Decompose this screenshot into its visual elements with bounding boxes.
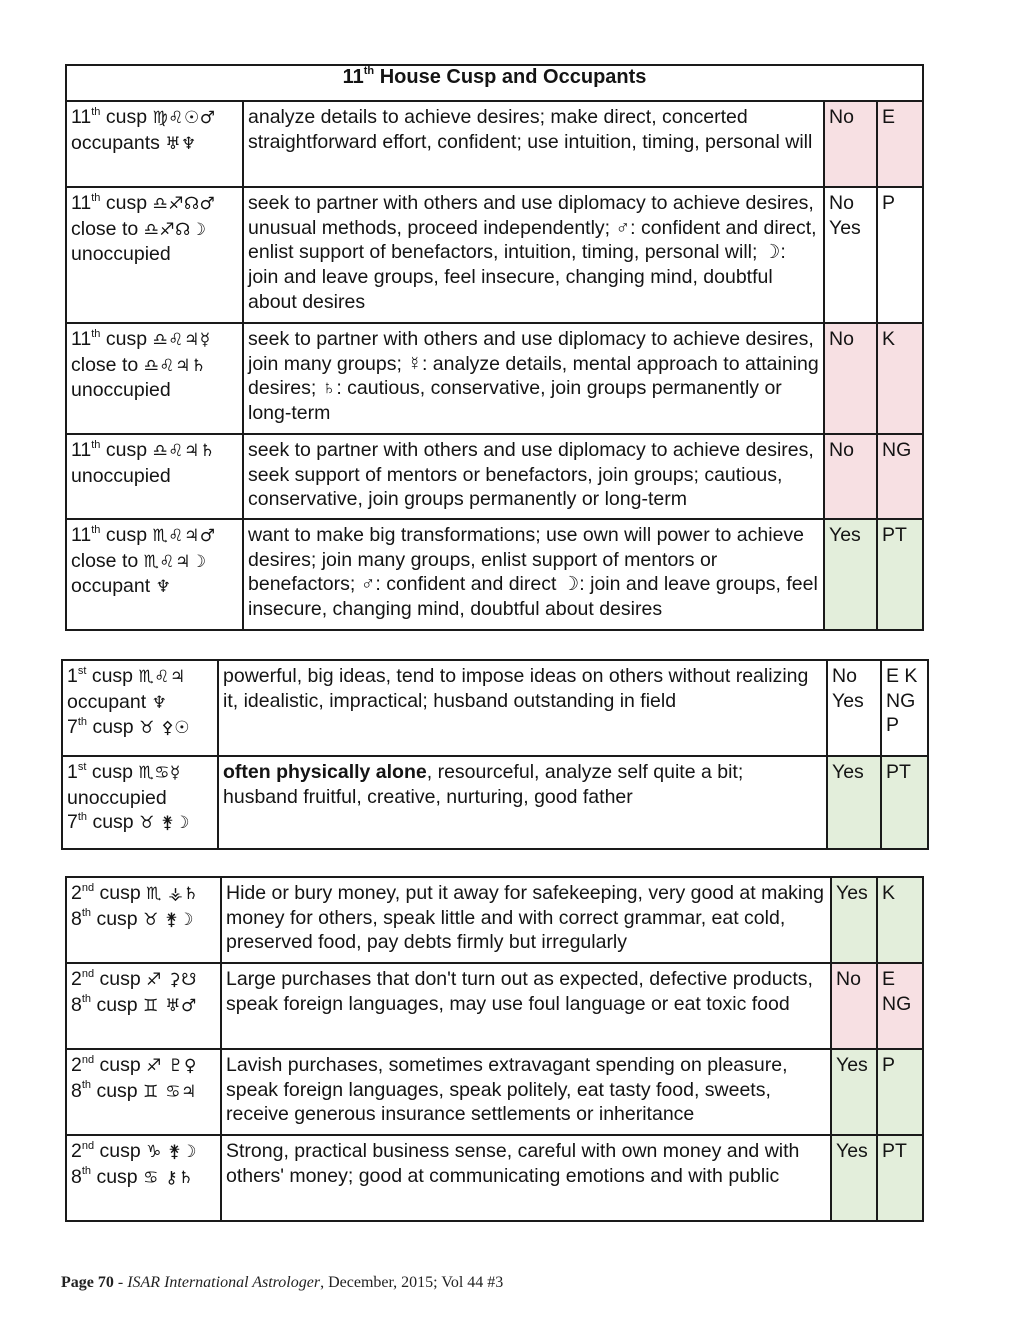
description-cell: seek to partner with others and use diplomacy to achieve desires, seek support of mentors or benefactors, join groups; cautious, conservative, join groups permanently or long-term <box>243 434 824 519</box>
table-row <box>62 660 928 756</box>
yes-no-cell: No <box>824 434 877 519</box>
description-cell: seek to partner with others and use diplomacy to achieve desires, unusual methods, proceed independently; ♂: confident and direct, enlist support of benefactors, intuition, timing, personal will; ☽: join and leave groups, feel insecure, changing mind, doubtful about desires <box>243 187 824 323</box>
placement-cell: 11th cusp ♎♌♃♄ unoccupied <box>66 434 243 519</box>
description-cell: Lavish purchases, sometimes extravagant spending on pleasure, speak foreign languages, speak politely, eat tasty food, sweets, receive generous insurance settlements or inheritance <box>221 1049 831 1135</box>
astro-glyphs: ♏ ⚶♄ <box>146 884 199 904</box>
code-cell: E NG <box>877 963 923 1049</box>
astro-glyphs: ♊ ♋♃ <box>143 1081 197 1102</box>
page-number: Page 70 <box>61 1274 114 1291</box>
table-row <box>62 756 928 849</box>
placement-cell: 2nd cusp ♑ ⚵☽ 8th cusp ♋ ⚷♄ <box>66 1135 221 1221</box>
yes-no-cell: No <box>824 101 877 187</box>
astro-glyphs: ♐ ⚳☋ <box>146 970 197 990</box>
issue-info: , December, 2015; Vol 44 #3 <box>320 1274 504 1291</box>
description-cell: Strong, practical business sense, careful with own money and with others' money; good at communicating emotions and with public <box>221 1135 831 1221</box>
code-cell: K <box>877 323 923 434</box>
description-cell: often physically alone, resourceful, analyze self quite a bit; husband fruitful, creative, nurturing, good father <box>218 756 827 849</box>
yes-no-cell: Yes <box>827 756 881 849</box>
table-row <box>66 519 923 630</box>
placement-cell: 1st cusp ♏♋☿ unoccupied 7th cusp ♉ ⚵☽ <box>62 756 218 849</box>
placement-cell: 2nd cusp ♐ ♇♀ 8th cusp ♊ ♋♃ <box>66 1049 221 1135</box>
table-row <box>66 101 923 187</box>
yes-no-cell: No <box>831 963 877 1049</box>
table-row <box>66 434 923 519</box>
yes-no-cell: No Yes <box>824 187 877 323</box>
bold-phrase: often physically alone <box>223 761 427 783</box>
description-cell: want to make big transformations; use own will power to achieve desires; join many groups, enlist support of mentors or benefactors; ♂: confident and direct ☽: join and leave groups, feel insecure, changing mind, doubtful about desires <box>243 519 824 630</box>
astro-glyphs: ♉ ⚴☉ <box>139 718 190 739</box>
astro-glyphs: ♍♌☉♂ <box>152 108 216 128</box>
placement-cell: 2nd cusp ♏ ⚶♄ 8th cusp ♉ ⚵☽ <box>66 877 221 963</box>
yes-no-cell: No Yes <box>827 660 881 756</box>
description-cell: analyze details to achieve desires; make direct, concerted straightforward effort, confident; use intuition, timing, personal will <box>243 101 824 187</box>
yes-no-cell: Yes <box>831 877 877 963</box>
placement-cell: 11th cusp ♏♌♃♂ close to ♏♌♃☽ occupant ♆ <box>66 519 243 630</box>
table-2nd-8th-cusp <box>65 876 924 1222</box>
code-cell: NG <box>877 434 923 519</box>
description-cell: Hide or bury money, put it away for safekeeping, very good at making money for others, speak little and with correct grammar, eat cold, preserved food, pay debts firmly but irregularly <box>221 877 831 963</box>
placement-cell: 11th cusp ♎♌♃☿ close to ♎♌♃♄ unoccupied <box>66 323 243 434</box>
code-cell: E <box>877 101 923 187</box>
yes-no-cell: Yes <box>824 519 877 630</box>
page-footer: Page 70 - ISAR International Astrologer, December, 2015; Vol 44 #3 <box>61 1274 504 1291</box>
placement-cell: 11th cusp ♍♌☉♂ occupants ♅♆ <box>66 101 243 187</box>
astro-glyphs: ♏♌♃ <box>138 667 186 687</box>
code-cell: E K NG P <box>881 660 928 756</box>
astro-glyphs: ♑ ⚵☽ <box>146 1142 197 1162</box>
astro-glyphs: ♎♌♃♄ <box>143 355 207 376</box>
table-row <box>66 187 923 323</box>
astro-glyphs: ♏♌♃☽ <box>143 551 207 572</box>
description-cell: seek to partner with others and use diplomacy to achieve desires, join many groups; ☿: analyze details, mental approach to attaining desires; ♄: cautious, conservative, join groups permanently or long-term <box>243 323 824 434</box>
placement-cell: 11th cusp ♎♐☊♂ close to ♎♐☊☽ unoccupied <box>66 187 243 323</box>
astro-glyphs: ♎♐☊☽ <box>143 219 207 240</box>
astro-glyphs: ♏♌♃♂ <box>152 526 216 546</box>
publication-name: ISAR International Astrologer <box>127 1274 321 1291</box>
code-cell: K <box>877 877 923 963</box>
astro-glyphs: ♉ ⚵☽ <box>139 813 190 834</box>
placement-cell: 1st cusp ♏♌♃ occupant ♆ 7th cusp ♉ ⚴☉ <box>62 660 218 756</box>
astro-glyphs: ♐ ♇♀ <box>146 1056 197 1076</box>
yes-no-cell: Yes <box>831 1135 877 1221</box>
table-1st-7th-cusp <box>61 659 929 850</box>
code-cell: PT <box>877 519 923 630</box>
astro-glyphs: ♅♆ <box>165 133 197 154</box>
table-row <box>66 1049 923 1135</box>
yes-no-cell: No <box>824 323 877 434</box>
code-cell: PT <box>877 1135 923 1221</box>
code-cell: PT <box>881 756 928 849</box>
description-cell: powerful, big ideas, tend to impose ideas on others without realizing it, idealistic, impractical; husband outstanding in field <box>218 660 827 756</box>
code-cell: P <box>877 1049 923 1135</box>
astro-glyphs: ♆ <box>155 577 172 598</box>
astro-glyphs: ♉ ⚵☽ <box>143 909 194 930</box>
astro-glyphs: ♏♋☿ <box>138 763 181 783</box>
astro-glyphs: ♆ <box>151 692 168 713</box>
table-row <box>66 323 923 434</box>
code-cell: P <box>877 187 923 323</box>
astro-glyphs: ♎♐☊♂ <box>152 194 216 214</box>
table-row <box>66 877 923 963</box>
table-row <box>66 963 923 1049</box>
table-row <box>66 1135 923 1221</box>
astro-glyphs: ♋ ⚷♄ <box>143 1167 194 1188</box>
yes-no-cell: Yes <box>831 1049 877 1135</box>
table-11th-house <box>65 64 924 631</box>
table-title: 11th House Cusp and Occupants <box>66 65 923 101</box>
placement-cell: 2nd cusp ♐ ⚳☋ 8th cusp ♊ ♅♂ <box>66 963 221 1049</box>
astro-glyphs: ♊ ♅♂ <box>143 995 197 1016</box>
astro-glyphs: ♎♌♃☿ <box>152 330 211 350</box>
astro-glyphs: ♎♌♃♄ <box>152 441 216 461</box>
description-cell: Large purchases that don't turn out as expected, defective products, speak foreign languages, may use foul language or eat toxic food <box>221 963 831 1049</box>
